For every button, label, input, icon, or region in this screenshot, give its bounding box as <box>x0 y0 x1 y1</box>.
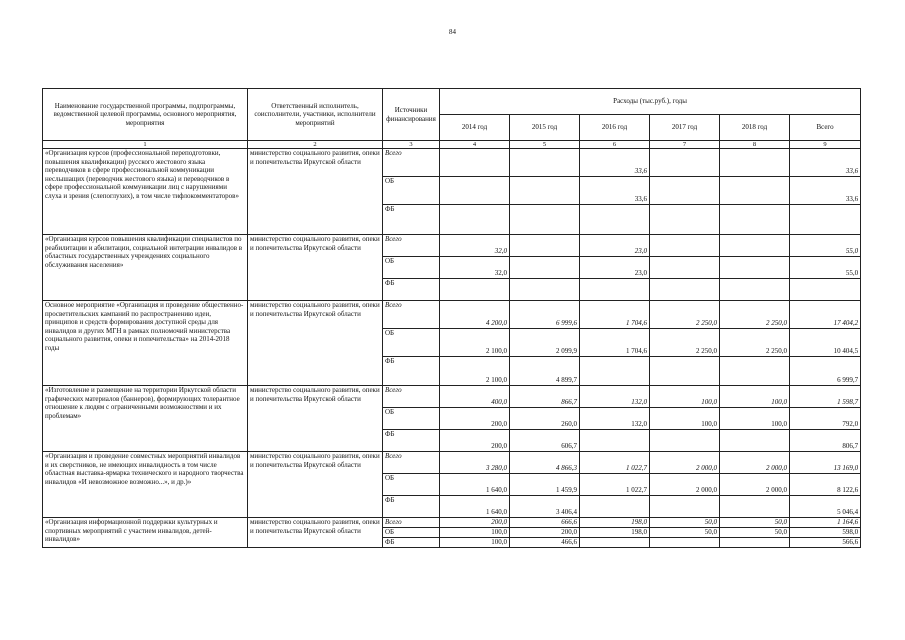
column-number: 5 <box>510 141 580 149</box>
year-value: 2 000,0 <box>650 474 720 496</box>
year-value <box>720 496 790 518</box>
header-year: 2014 год <box>440 115 510 141</box>
year-value <box>720 149 790 177</box>
year-value <box>510 205 580 235</box>
year-value: 1 459,9 <box>510 474 580 496</box>
year-value: 1 022,7 <box>580 474 650 496</box>
responsible-executor: министерство социального развития, опеки и попечительства Иркутской области <box>248 301 383 386</box>
year-value: 400,0 <box>440 386 510 408</box>
year-value <box>510 149 580 177</box>
header-year: 2018 год <box>720 115 790 141</box>
year-value: 100,0 <box>650 386 720 408</box>
year-value <box>440 177 510 205</box>
total-value: 33,6 <box>790 177 861 205</box>
year-value: 4 200,0 <box>440 301 510 329</box>
year-value <box>720 257 790 279</box>
year-value <box>510 177 580 205</box>
total-value: 5 046,4 <box>790 496 861 518</box>
year-value <box>650 177 720 205</box>
funding-source: ОБ <box>383 528 440 538</box>
responsible-executor: министерство социального развития, опеки и попечительства Иркутской области <box>248 235 383 301</box>
table-row <box>43 386 861 408</box>
event-name: Основное мероприятие «Организация и проведение общественно-просветительских кампаний по распространению идеи, принципов и средств формирования доступной среды для инвалидов и других МГН в рамках полномочий министерства социального развития, опеки и попечительства» на 2014-2018 годы <box>43 301 248 386</box>
year-value: 2 250,0 <box>720 301 790 329</box>
year-value: 23,0 <box>580 257 650 279</box>
funding-source: Всего <box>383 452 440 474</box>
year-value <box>650 205 720 235</box>
year-value: 6 999,6 <box>510 301 580 329</box>
year-value: 50,0 <box>650 518 720 528</box>
total-value: 8 122,6 <box>790 474 861 496</box>
year-value <box>650 235 720 257</box>
year-value <box>650 357 720 386</box>
year-value: 33,6 <box>580 149 650 177</box>
funding-source: ОБ <box>383 177 440 205</box>
year-value: 1 704,6 <box>580 329 650 357</box>
funding-source: Всего <box>383 386 440 408</box>
year-value: 50,0 <box>720 518 790 528</box>
year-value <box>720 430 790 452</box>
funding-source: ФБ <box>383 496 440 518</box>
year-value: 2 000,0 <box>650 452 720 474</box>
table-row <box>43 452 861 474</box>
year-value: 2 100,0 <box>440 357 510 386</box>
total-value: 598,0 <box>790 528 861 538</box>
funding-source: Всего <box>383 518 440 528</box>
funding-source: Всего <box>383 149 440 177</box>
year-value <box>650 257 720 279</box>
year-value: 4 899,7 <box>510 357 580 386</box>
year-value <box>650 279 720 301</box>
funding-source: ОБ <box>383 408 440 430</box>
event-name: «Организация и проведение совместных мероприятий инвалидов и их сверстников, не имеющих инвалидность в том числе областная выставка-ярмарка технического и народного творчества инвалидов «И невозможное возможно...», и др.)» <box>43 452 248 518</box>
year-value <box>650 430 720 452</box>
year-value: 2 250,0 <box>650 301 720 329</box>
year-value: 200,0 <box>510 528 580 538</box>
year-value <box>580 357 650 386</box>
year-value <box>720 235 790 257</box>
table-row <box>43 235 861 257</box>
total-value: 6 999,7 <box>790 357 861 386</box>
year-value: 198,0 <box>580 528 650 538</box>
year-value <box>580 205 650 235</box>
year-value: 32,0 <box>440 257 510 279</box>
total-value <box>790 205 861 235</box>
year-value: 606,7 <box>510 430 580 452</box>
total-value <box>790 279 861 301</box>
column-number: 6 <box>580 141 650 149</box>
page-number: 84 <box>449 28 456 36</box>
year-value <box>510 235 580 257</box>
header-name: Наименование государственной программы, подпрограммы, ведомственной целевой программы, основного мероприятия, мероприятия <box>43 89 248 141</box>
year-value: 100,0 <box>720 408 790 430</box>
table-row <box>43 149 861 177</box>
year-value <box>720 177 790 205</box>
event-name: «Организация информационной поддержки культурных и спортивных мероприятий с участием инвалидов, детей-инвалидов» <box>43 518 248 548</box>
year-value: 2 100,0 <box>440 329 510 357</box>
year-value: 200,0 <box>440 408 510 430</box>
year-value <box>650 149 720 177</box>
event-name: «Организация курсов (профессиональной переподготовки, повышения квалификации) русского жестового языка переводчиков в сфере профессиональной коммуникации неслышащих (переводчик жестового языка) и переводчиков в сфере профессиональной коммуникации лиц с нарушениями слуха и зрения (слепоглухих), в том числе тифлокомментаторов» <box>43 149 248 235</box>
header-year: 2015 год <box>510 115 580 141</box>
year-value: 4 866,3 <box>510 452 580 474</box>
year-value <box>510 279 580 301</box>
table-row <box>43 301 861 329</box>
year-value: 466,6 <box>510 538 580 548</box>
funding-source: ОБ <box>383 474 440 496</box>
header-source: Источники финансирования <box>383 89 440 141</box>
year-value: 866,7 <box>510 386 580 408</box>
header-year: 2017 год <box>650 115 720 141</box>
total-value: 10 404,5 <box>790 329 861 357</box>
year-value: 1 640,0 <box>440 496 510 518</box>
header-total: Всего <box>790 115 861 141</box>
year-value: 100,0 <box>440 538 510 548</box>
funding-source: Всего <box>383 301 440 329</box>
total-value: 1 164,6 <box>790 518 861 528</box>
year-value: 260,0 <box>510 408 580 430</box>
total-value: 55,0 <box>790 257 861 279</box>
year-value <box>580 496 650 518</box>
column-number: 9 <box>790 141 861 149</box>
total-value: 13 169,0 <box>790 452 861 474</box>
year-value <box>720 357 790 386</box>
table-body <box>43 149 861 548</box>
year-value <box>720 538 790 548</box>
year-value <box>720 279 790 301</box>
responsible-executor: министерство социального развития, опеки и попечительства Иркутской области <box>248 149 383 235</box>
year-value: 198,0 <box>580 518 650 528</box>
column-number: 3 <box>383 141 440 149</box>
column-number: 4 <box>440 141 510 149</box>
year-value: 50,0 <box>650 528 720 538</box>
responsible-executor: министерство социального развития, опеки и попечительства Иркутской области <box>248 518 383 548</box>
year-value <box>510 257 580 279</box>
responsible-executor: министерство социального развития, опеки и попечительства Иркутской области <box>248 386 383 452</box>
funding-source: ФБ <box>383 279 440 301</box>
funding-source: ФБ <box>383 357 440 386</box>
total-value: 566,6 <box>790 538 861 548</box>
year-value: 23,0 <box>580 235 650 257</box>
year-value: 32,0 <box>440 235 510 257</box>
total-value: 806,7 <box>790 430 861 452</box>
funding-source: Всего <box>383 235 440 257</box>
year-value: 1 640,0 <box>440 474 510 496</box>
total-value: 55,0 <box>790 235 861 257</box>
year-value <box>580 279 650 301</box>
year-value <box>440 205 510 235</box>
year-value: 666,6 <box>510 518 580 528</box>
funding-source: ФБ <box>383 538 440 548</box>
year-value: 3 280,0 <box>440 452 510 474</box>
year-value <box>580 538 650 548</box>
header-expenses: Расходы (тыс.руб.), годы <box>440 89 861 115</box>
year-value: 200,0 <box>440 518 510 528</box>
year-value: 200,0 <box>440 430 510 452</box>
year-value <box>720 205 790 235</box>
total-value: 17 404,2 <box>790 301 861 329</box>
year-value: 1 704,6 <box>580 301 650 329</box>
event-name: «Организация курсов повышения квалификации специалистов по реабилитации и абилитации, социальной интеграции инвалидов в областных государственных учреждениях социального обслуживания населения» <box>43 235 248 301</box>
total-value: 1 598,7 <box>790 386 861 408</box>
year-value: 3 406,4 <box>510 496 580 518</box>
column-number: 8 <box>720 141 790 149</box>
funding-source: ФБ <box>383 205 440 235</box>
year-value: 33,6 <box>580 177 650 205</box>
table-row <box>43 518 861 528</box>
column-number: 1 <box>43 141 248 149</box>
year-value: 100,0 <box>440 528 510 538</box>
column-number: 7 <box>650 141 720 149</box>
total-value: 792,0 <box>790 408 861 430</box>
event-name: «Изготовление и размещение на территории Иркутской области графических материалов (баннеров), формирующих толерантное отношение к людям с ограниченными возможностями и их проблемам» <box>43 386 248 452</box>
year-value: 50,0 <box>720 528 790 538</box>
year-value <box>580 430 650 452</box>
header-year: 2016 год <box>580 115 650 141</box>
funding-source: ОБ <box>383 257 440 279</box>
year-value: 2 099,9 <box>510 329 580 357</box>
funding-source: ФБ <box>383 430 440 452</box>
funding-source: ОБ <box>383 329 440 357</box>
year-value: 2 250,0 <box>650 329 720 357</box>
year-value: 2 250,0 <box>720 329 790 357</box>
total-value: 33,6 <box>790 149 861 177</box>
year-value: 132,0 <box>580 408 650 430</box>
year-value: 100,0 <box>650 408 720 430</box>
year-value <box>650 538 720 548</box>
budget-table <box>42 88 861 548</box>
header-responsible: Ответственный исполнитель, соисполнители, участники, исполнители мероприятий <box>248 89 383 141</box>
year-value: 100,0 <box>720 386 790 408</box>
column-number: 2 <box>248 141 383 149</box>
year-value: 1 022,7 <box>580 452 650 474</box>
year-value <box>440 149 510 177</box>
year-value <box>650 496 720 518</box>
year-value: 2 000,0 <box>720 452 790 474</box>
year-value: 2 000,0 <box>720 474 790 496</box>
year-value <box>440 279 510 301</box>
year-value: 132,0 <box>580 386 650 408</box>
responsible-executor: министерство социального развития, опеки и попечительства Иркутской области <box>248 452 383 518</box>
